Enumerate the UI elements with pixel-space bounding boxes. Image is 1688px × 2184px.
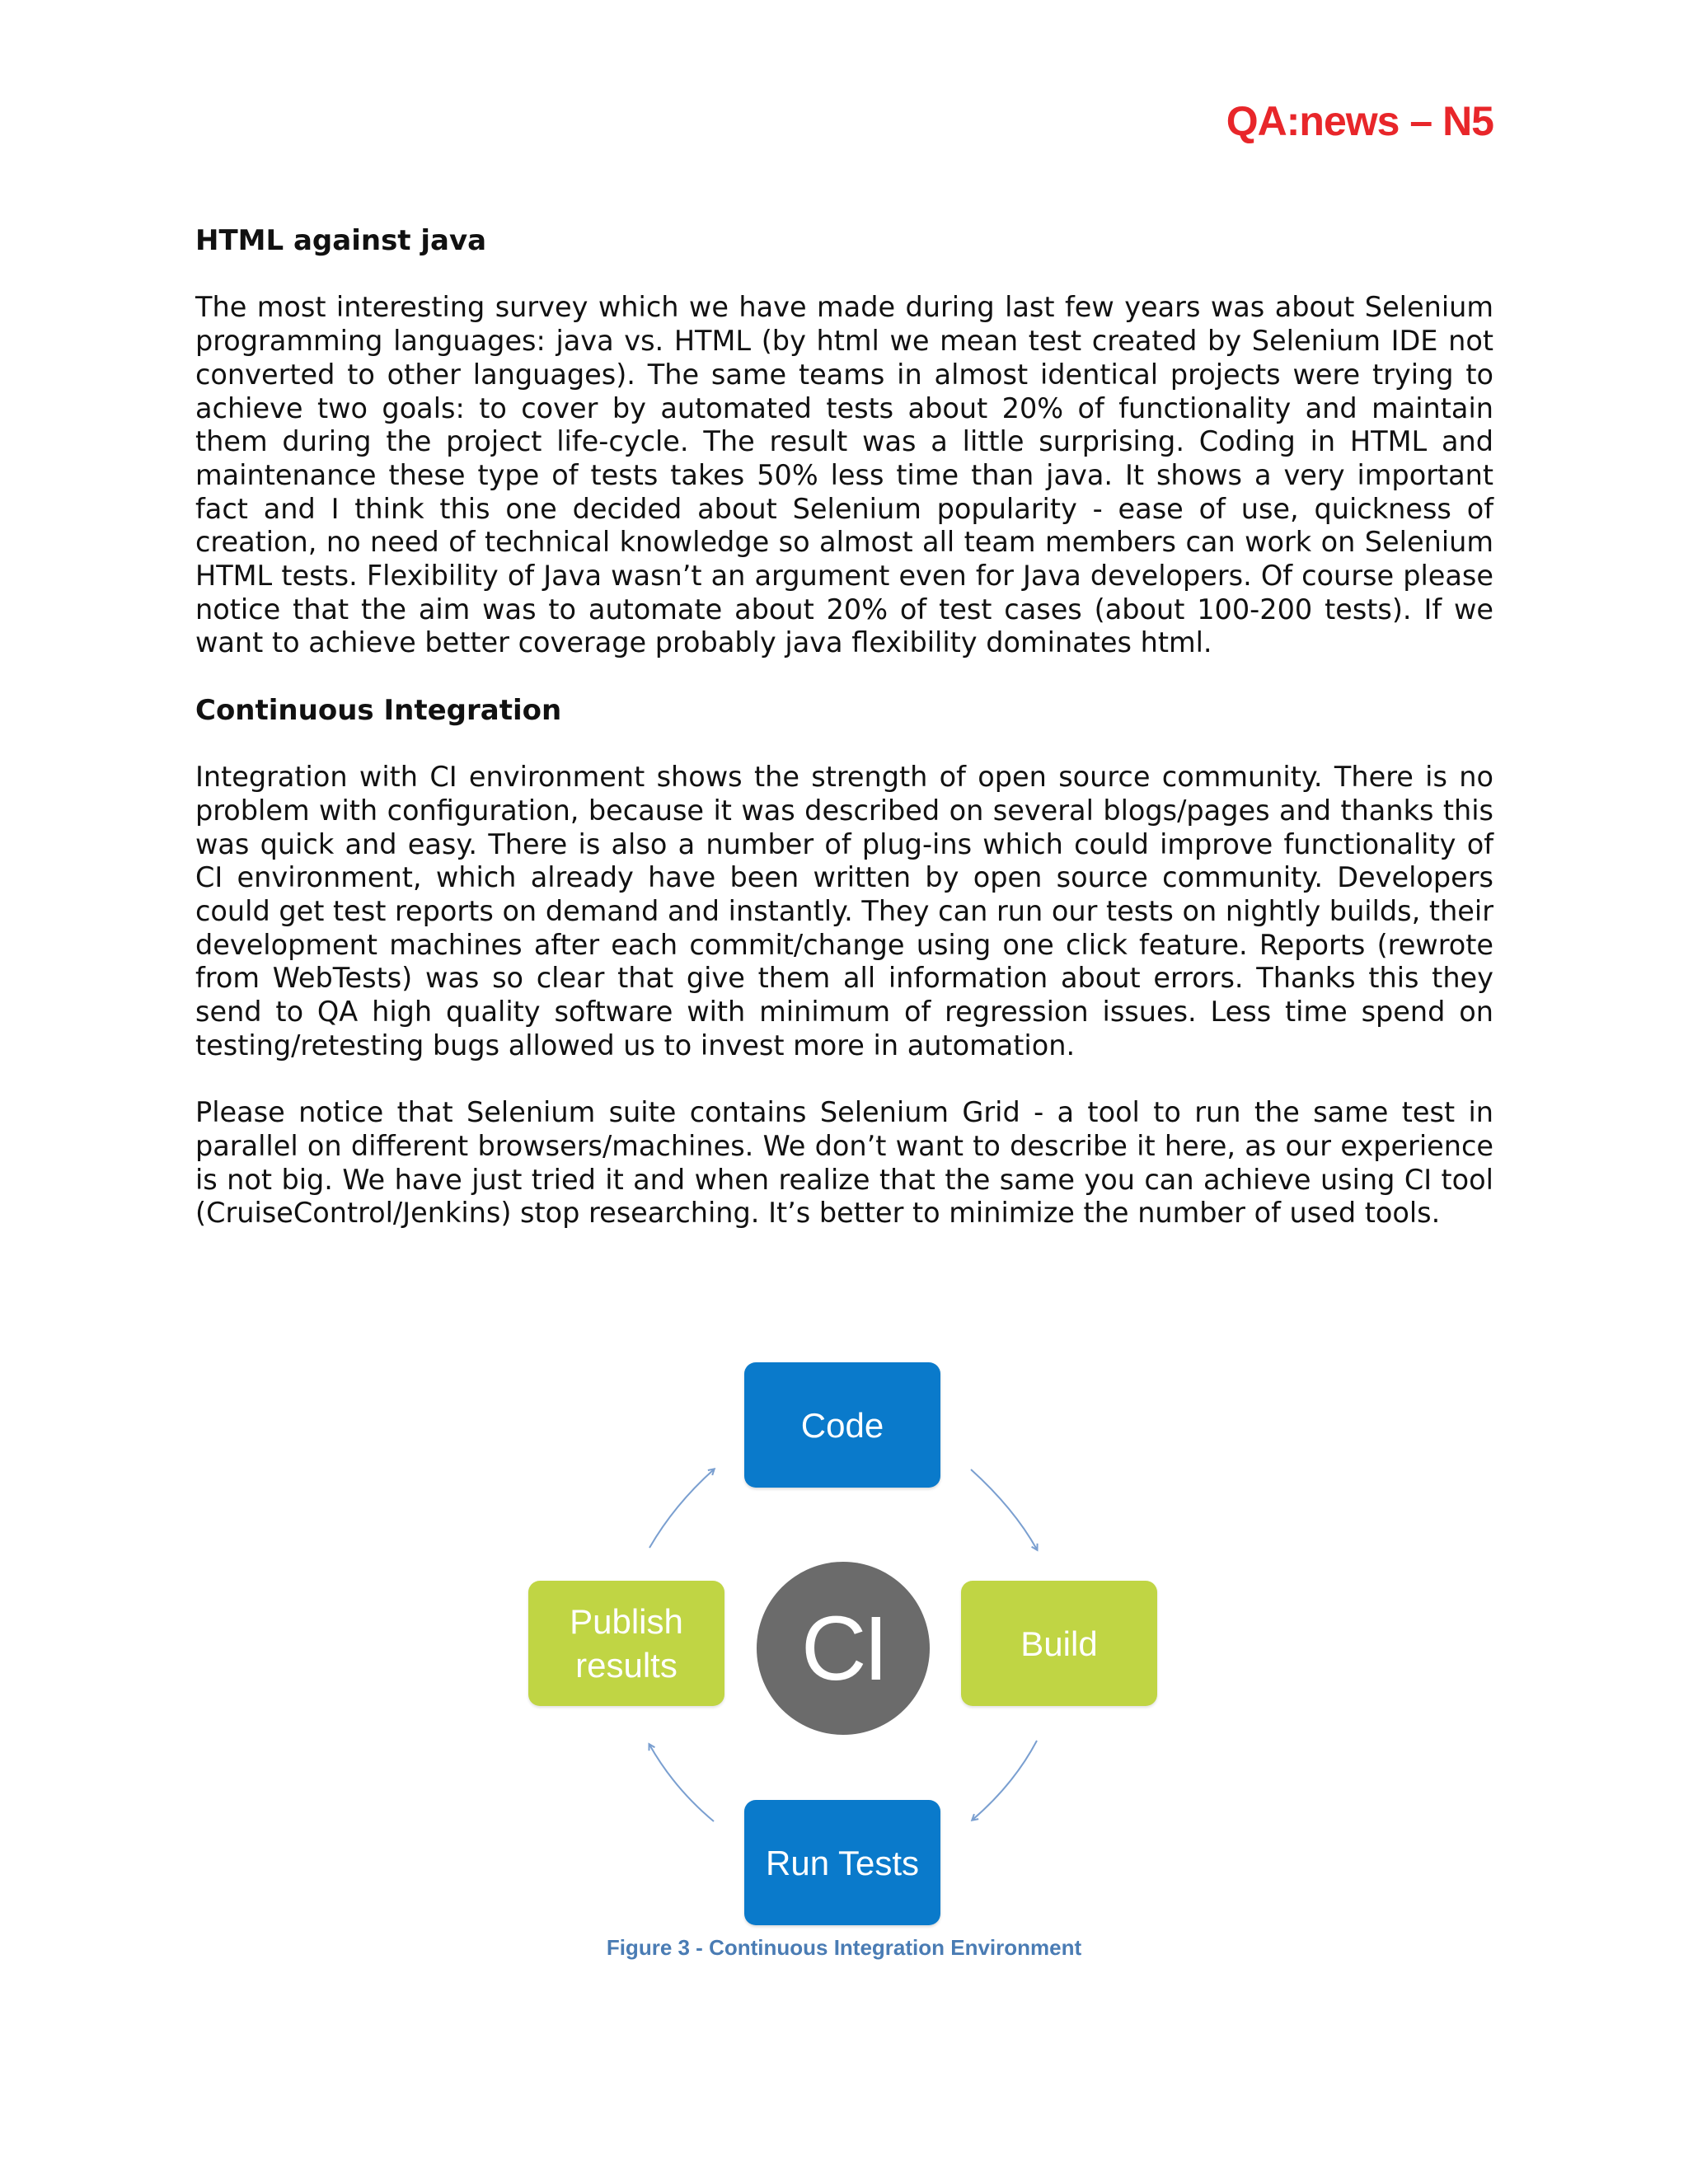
article-body	[195, 224, 1493, 1264]
section-heading-continuous-integration: Continuous Integration	[195, 693, 562, 727]
arrow-run-tests-to-publish	[649, 1745, 714, 1821]
build-label: Build	[1020, 1624, 1098, 1663]
publish-label-line1: Publish	[570, 1602, 683, 1641]
publish-results-box	[528, 1581, 724, 1706]
newsletter-title: QA:news – N5	[1226, 98, 1493, 144]
section-heading-html-vs-java: HTML against java	[195, 224, 487, 257]
ci-label: CI	[801, 1597, 885, 1699]
ci-circle	[757, 1562, 930, 1735]
build-box	[961, 1581, 1157, 1706]
arrow-publish-to-code	[649, 1469, 714, 1548]
code-label: Code	[800, 1405, 884, 1445]
paragraph-ci-integration: Integration with CI environment shows the strength of open source community. There is no problem with configuration, because it was described on several blogs/pages and thanks this was quick and easy. There is also a number of plug-ins which could improve functionality of CI environment, which already have been written by open source community. Developers could get test reports on demand and instantly. They can run our tests on nightly builds, their development machines after each commit/change using one click feature. Reports (rewrote from WebTests) was so clear that give them all information about errors. Thanks this they send to QA high quality software with minimum of regression issues. Less time spend on testing/retesting bugs allowed us to invest more in automation.	[195, 761, 1493, 1062]
publish-label-line2: results	[575, 1646, 678, 1685]
run-tests-label: Run Tests	[766, 1843, 919, 1882]
figure-caption: Figure 3 - Continuous Integration Environment	[606, 1935, 1082, 1960]
code-box	[744, 1362, 940, 1488]
paragraph-selenium-grid: Please notice that Selenium suite contains Selenium Grid - a tool to run the same test in parallel on different browsers/machines. We don’t want to describe it here, as our experience is not big. We have just tried it and when realize that the same you can achieve using CI tool (CruiseControl/Jenkins) stop researching. It’s better to minimize the number of used tools.	[195, 1096, 1493, 1230]
arrow-build-to-run-tests	[973, 1741, 1037, 1820]
arrow-code-to-build	[971, 1469, 1037, 1549]
paragraph-html-vs-java: The most interesting survey which we have made during last few years was about Selenium programming languages: java vs. HTML (by html we mean test created by Selenium IDE not converted to other languages). The same teams in almost identical projects were trying to achieve two goals: to cover by automated tests about 20% of functionality and maintain them during the project life-cycle. The result was a little surprising. Coding in HTML and maintenance these type of tests takes 50% less time than java. It shows a very important fact and I think this one decided about Selenium popularity - ease of use, quickness of creation, no need of technical knowledge so almost all team members can work on Selenium HTML tests. Flexibility of Java wasn’t an argument even for Java developers. Of course please notice that the aim was to automate about 20% of test cases (about 100-200 tests). If we want to achieve better coverage probably java flexibility dominates html.	[195, 291, 1493, 659]
run-tests-box	[744, 1800, 940, 1925]
